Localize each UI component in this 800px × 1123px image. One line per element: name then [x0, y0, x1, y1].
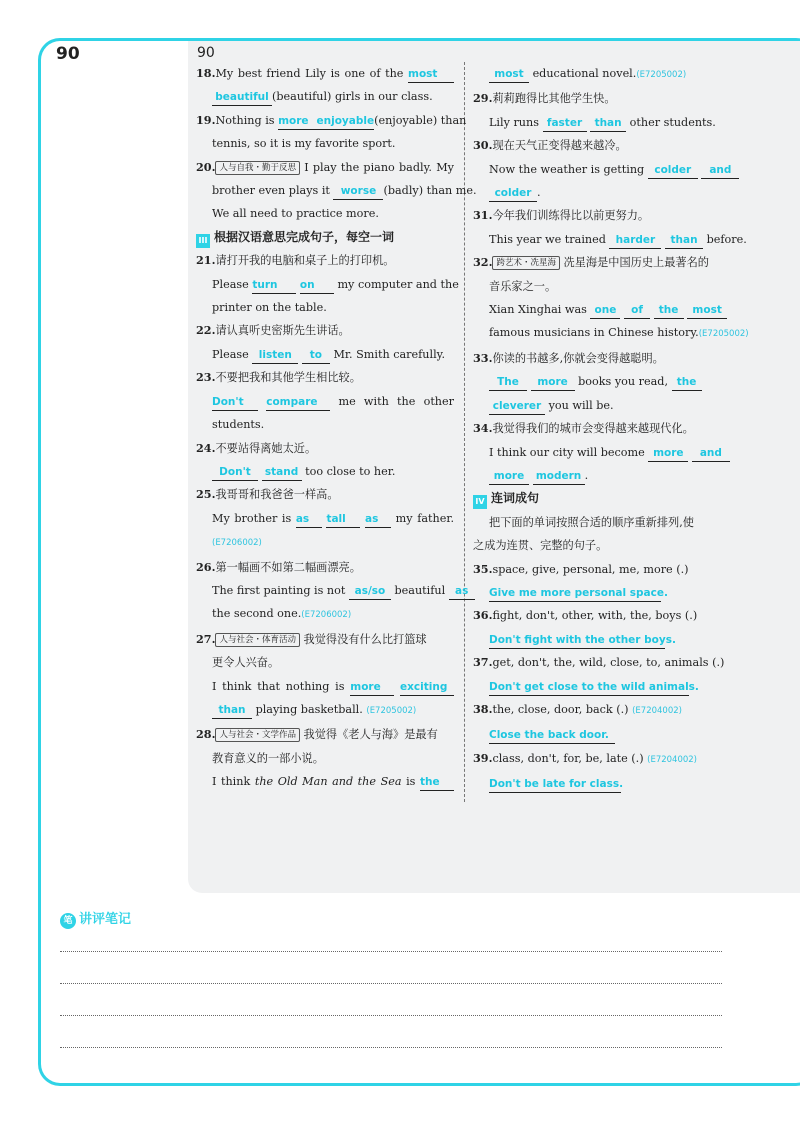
answer-blank: as [449, 584, 475, 600]
answer-blank: colder [489, 186, 537, 202]
q34-cn: 34.我觉得我们的城市会变得越来越现代化。 [473, 421, 694, 436]
q23-line1: Don't compare me with the other [196, 390, 454, 413]
answer-line: Close the back door. [489, 728, 615, 744]
q30-line2: colder . [473, 181, 730, 204]
q25-cn: 25.我哥哥和我爸爸一样高。 [196, 487, 339, 502]
section-badge: IV [473, 495, 487, 509]
q28-cn2: 教育意义的一部小说。 [212, 751, 324, 765]
item-code: (E7206002) [301, 610, 352, 621]
answer-blank: the [672, 375, 702, 391]
q27-cn1: 27. 人与社会・体育活动 我觉得没有什么比打篮球 [196, 631, 427, 646]
q36-words: 36.fight, don't, other, with, the, boys (.) [473, 608, 698, 623]
q28-line1: I think the Old Man and the Sea is the [196, 770, 454, 793]
right-column [473, 62, 749, 796]
answer-blank: harder [609, 233, 661, 249]
item-code: (E7204002) [647, 754, 697, 765]
q22-cn: 22.请认真听史密斯先生讲话。 [196, 323, 350, 338]
answer-blank: cleverer [489, 399, 545, 415]
item-code: (E7206002) [212, 538, 262, 549]
topic-tag: 人与自我・勤于反思 [215, 161, 300, 175]
q38-words: 38.the, close, door, back (.) (E7204002) [473, 701, 682, 716]
q25-line1: My brother is as tall as my father. [196, 507, 454, 530]
q33-line2: cleverer you will be. [473, 394, 730, 417]
q34-line1: I think our city will become more and [473, 441, 730, 464]
q31-cn: 31.今年我们训练得比以前更努力。 [473, 208, 650, 223]
answer-line: Give me more personal space. [489, 586, 661, 602]
section-4-heading: IV 连词成句 [473, 487, 730, 510]
answer-blank: as [365, 512, 391, 528]
topic-tag: 跨艺术・冼星海 [492, 256, 560, 270]
q20-line1: 20. 人与自我・勤于反思 I play the piano badly. My [196, 159, 454, 174]
item-code: (E7205002) [636, 70, 687, 80]
q27-line1: I think that nothing is more exciting [196, 675, 454, 698]
q21-cn: 21.请打开我的电脑和桌子上的打印机。 [196, 253, 395, 268]
answer-blank: colder [648, 163, 698, 179]
answer-blank: tall [326, 512, 360, 528]
answer-blank: on [300, 278, 334, 294]
section-3-heading: III 根据汉语意思完成句子，每空一词 [196, 226, 454, 249]
q19-line2: tennis, so it is my favorite sport. [212, 137, 396, 151]
item-code: (E7205002) [366, 705, 417, 716]
q27-cn2: 更令人兴奋。 [212, 656, 280, 670]
answer-blank: and [692, 446, 730, 462]
q33-line1: The more books you read, the [473, 370, 730, 393]
q28-cn1: 28. 人与社会・文学作品 我觉得《老人与海》是最有 [196, 727, 438, 742]
q37-words: 37.get, don't, the, wild, close, to, animals (.) [473, 655, 725, 670]
q37-answer [473, 675, 730, 698]
q28-line2: most educational novel.(E7205002) [473, 62, 730, 87]
q32-line1: Xian Xinghai was one of the most [473, 298, 730, 321]
answer-blank: more [489, 469, 529, 485]
answer-blank: turn [252, 278, 296, 294]
answer-line: Don't be late for class. [489, 777, 621, 793]
answer-blank: modern [533, 469, 585, 485]
q35-answer [473, 581, 730, 604]
answer-blank: than [212, 703, 252, 719]
q23-line2: students. [212, 418, 265, 432]
answer-blank: than [590, 116, 626, 132]
answer-blank: more [350, 680, 394, 696]
q29-cn: 29.莉莉跑得比其他学生快。 [473, 91, 616, 106]
q22-line1: Please listen to Mr. Smith carefully. [196, 343, 454, 366]
q39-answer [473, 772, 730, 795]
answer-blank: exciting [400, 680, 454, 696]
answer-line: Don't get close to the wild animals. [489, 680, 689, 696]
answer-blank: and [701, 163, 739, 179]
notes-line [60, 983, 722, 984]
section-badge: III [196, 234, 210, 248]
answer-blank: as [296, 512, 322, 528]
topic-tag: 人与社会・体育活动 [215, 633, 300, 647]
q19-line1: 19.Nothing is more enjoyable(enjoyable) than [196, 109, 454, 132]
answer-blank: most [687, 303, 727, 319]
q29-line1: Lily runs faster than other students. [473, 111, 730, 134]
q38-answer [473, 723, 730, 746]
q25-line2 [196, 530, 454, 555]
q18-line2: beautiful (beautiful) girls in our class. [196, 85, 454, 108]
answer-blank: as/so [349, 584, 391, 600]
answer-blank: The [489, 375, 527, 391]
left-column [196, 62, 477, 794]
section-4-intro2: 之成为连贯、完整的句子。 [473, 539, 608, 553]
q27-line2: than playing basketball. (E7205002) [196, 698, 454, 723]
answer-blank: than [665, 233, 703, 249]
q32-cn1: 32. 跨艺术・冼星海 冼星海是中国历史上最著名的 [473, 255, 709, 270]
q26-line2: the second one.(E7206002) [212, 607, 352, 621]
item-code: (E7204002) [632, 705, 682, 716]
q30-cn: 30.现在天气正变得越来越冷。 [473, 138, 627, 153]
q33-cn: 33.你读的书越多,你就会变得越聪明。 [473, 350, 664, 365]
q24-cn: 24.不要站得离她太近。 [196, 440, 317, 455]
notes-heading: 笔 讲评笔记 [60, 908, 131, 929]
answer-blank: Don't [212, 395, 258, 411]
answer-blank: beautiful [212, 90, 272, 106]
topic-tag: 人与社会・文学作品 [215, 728, 300, 742]
answer-line: Don't fight with the other boys. [489, 633, 665, 649]
q30-line1: Now the weather is getting colder and [473, 158, 730, 181]
item-code: (E7205002) [698, 329, 749, 340]
answer-blank: most [408, 67, 454, 83]
answer-blank: faster [543, 116, 587, 132]
answer-blank: more enjoyable [278, 114, 374, 130]
q34-line2: more modern . [473, 464, 730, 487]
q21-line2: printer on the table. [212, 301, 327, 315]
answer-blank: the [654, 303, 684, 319]
q32-line2: famous musicians in Chinese history.(E7205002) [489, 326, 749, 340]
answer-blank: worse [333, 184, 383, 200]
notes-line [60, 1015, 722, 1016]
answer-blank: most [489, 67, 529, 83]
answer-blank: more [531, 375, 575, 391]
q20-line2: brother even plays it worse (badly) than me. [196, 179, 454, 202]
answer-blank: the [420, 775, 454, 791]
pen-icon: 笔 [60, 913, 76, 929]
q35-words: 35.space, give, personal, me, more (.) [473, 561, 689, 576]
q23-cn: 23.不要把我和其他学生相比较。 [196, 370, 361, 385]
page-number: 90 [56, 44, 80, 64]
answer-blank: to [302, 348, 330, 364]
answer-blank: more [648, 446, 688, 462]
page-number-small: 90 [197, 45, 215, 61]
q18-line1: 18.My best friend Lily is one of the most [196, 62, 454, 85]
section-4-intro: 把下面的单词按照合适的顺序重新排列,使 [489, 515, 694, 529]
answer-blank: listen [252, 348, 298, 364]
q20-line3: We all need to practice more. [212, 207, 379, 221]
q21-line1: Please turn on my computer and the [196, 273, 454, 296]
q26-cn: 26.第一幅画不如第二幅画漂亮。 [196, 559, 361, 574]
column-divider [464, 62, 465, 802]
q31-line1: This year we trained harder than before. [473, 228, 730, 251]
q32-cn2: 音乐家之一。 [489, 279, 557, 293]
answer-blank: Don't [212, 465, 258, 481]
notes-line [60, 1047, 722, 1048]
answer-blank: of [624, 303, 650, 319]
answer-blank: one [590, 303, 620, 319]
q24-line1: Don't stand too close to her. [196, 460, 454, 483]
q26-line1: The first painting is not as/so beautiful as [196, 579, 454, 602]
answer-blank: compare [266, 395, 330, 411]
q39-words: 39.class, don't, for, be, late (.) (E7204002) [473, 750, 697, 765]
answer-blank: stand [262, 465, 302, 481]
q36-answer [473, 628, 730, 651]
notes-line [60, 951, 722, 952]
